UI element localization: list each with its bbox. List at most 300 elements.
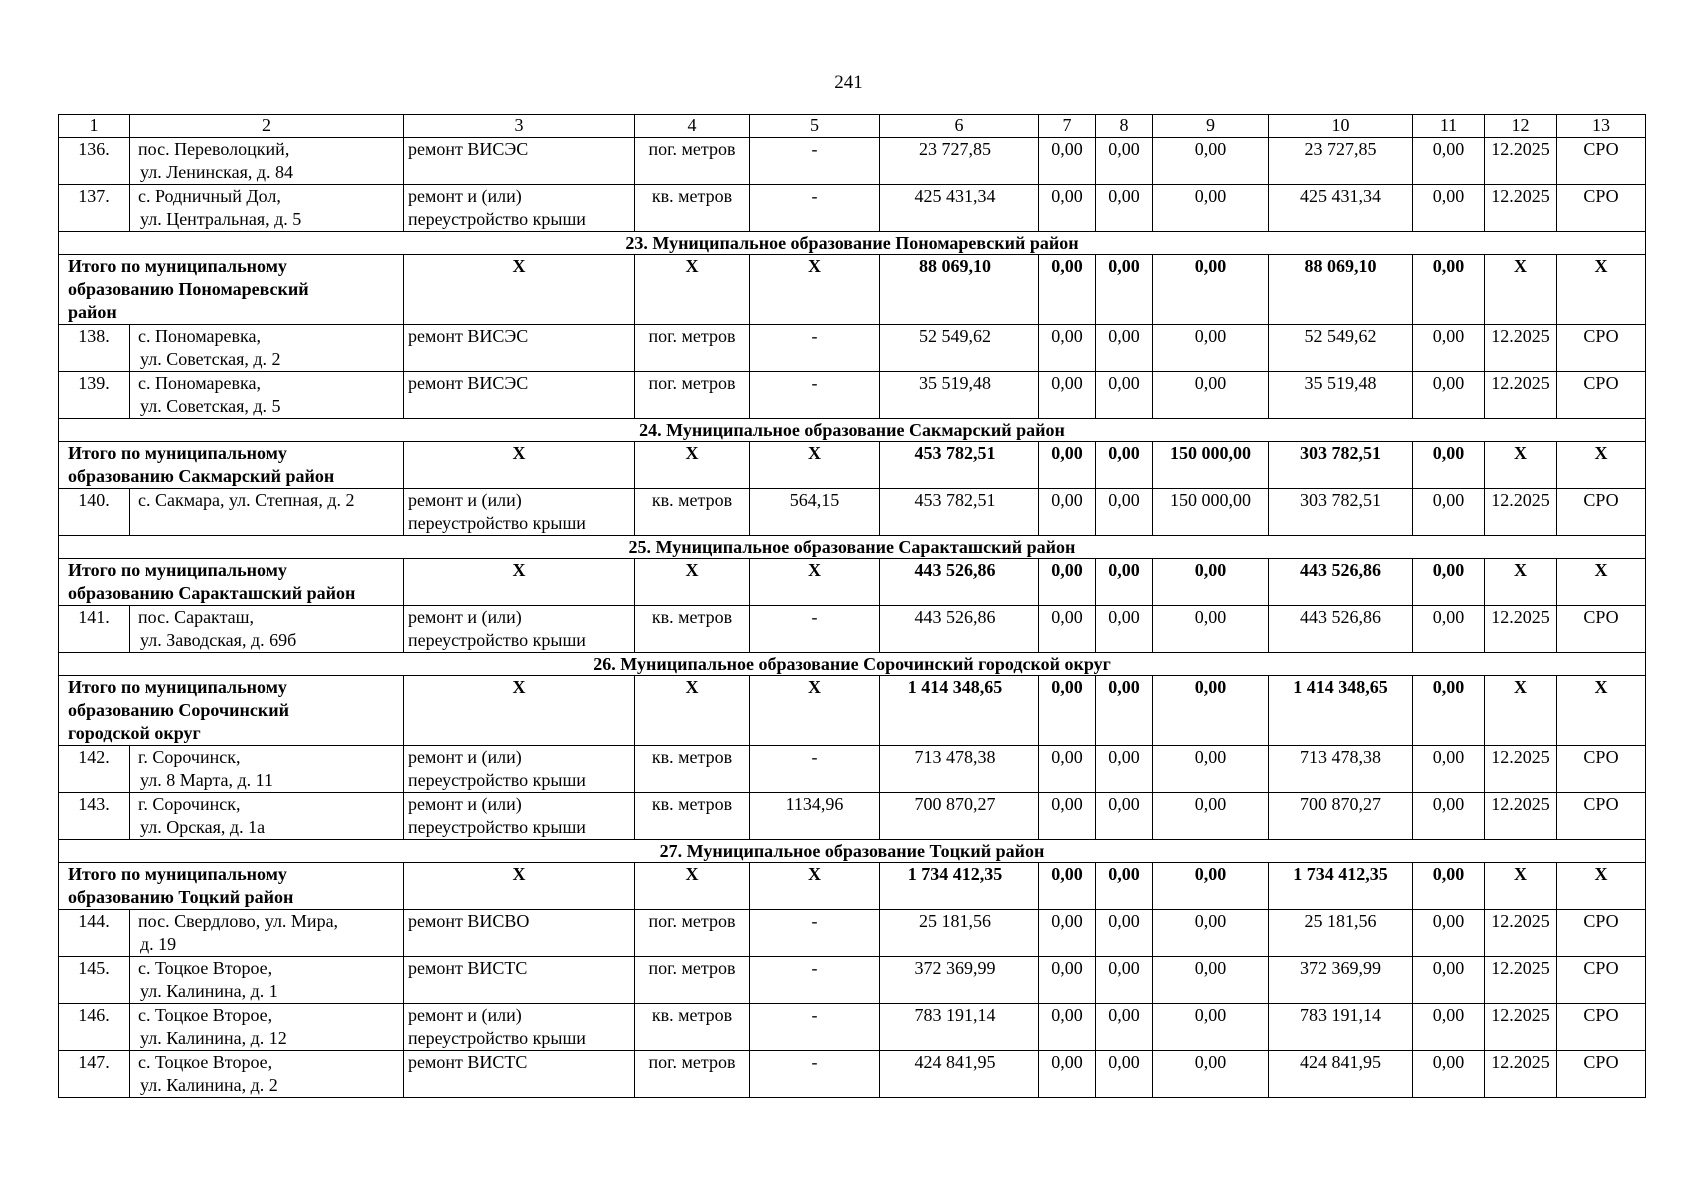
cell: 0,00: [1039, 325, 1096, 372]
total-cell: Х: [750, 676, 880, 746]
address-line: г. Сорочинск,: [138, 747, 241, 767]
total-cell: Х: [750, 255, 880, 325]
cell: 0,00: [1413, 746, 1485, 793]
method: СРО: [1557, 372, 1646, 419]
total-row: [59, 559, 1646, 606]
total-cell: Х: [635, 442, 750, 489]
cell: 0,00: [1153, 746, 1269, 793]
total-row: [59, 255, 1646, 325]
total-label-line: Итого по муниципальному: [68, 443, 287, 463]
total-cell: 0,00: [1413, 559, 1485, 606]
table-row: [59, 746, 1646, 793]
cell: 0,00: [1413, 185, 1485, 232]
work-type: [404, 372, 635, 419]
total-cell: 0,00: [1413, 255, 1485, 325]
table-row: [59, 910, 1646, 957]
unit: пог. метров: [635, 138, 750, 185]
address-line: пос. Переволоцкий,: [138, 139, 290, 159]
quantity: -: [750, 138, 880, 185]
quantity: -: [750, 325, 880, 372]
table-row: [59, 138, 1646, 185]
row-number: 136.: [59, 138, 130, 185]
cell: 0,00: [1413, 372, 1485, 419]
work-type: [404, 957, 635, 1004]
table-row: [59, 325, 1646, 372]
total-cost: 713 478,38: [880, 746, 1039, 793]
cell: 0,00: [1096, 372, 1153, 419]
total-cell: Х: [1557, 559, 1646, 606]
quantity: -: [750, 1004, 880, 1051]
deadline: 12.2025: [1485, 489, 1557, 536]
total-cell: Х: [1485, 442, 1557, 489]
cell: 0,00: [1413, 910, 1485, 957]
work-type-line: переустройство крыши: [408, 630, 586, 650]
table-row: [59, 957, 1646, 1004]
cell: 23 727,85: [1269, 138, 1413, 185]
address-line: ул. 8 Марта, д. 11: [140, 770, 274, 790]
total-cell: Х: [404, 442, 635, 489]
cell: 0,00: [1153, 910, 1269, 957]
quantity: 564,15: [750, 489, 880, 536]
total-cost: 443 526,86: [880, 606, 1039, 653]
deadline: 12.2025: [1485, 606, 1557, 653]
quantity: -: [750, 372, 880, 419]
deadline: 12.2025: [1485, 1004, 1557, 1051]
address-line: д. 19: [140, 934, 177, 954]
total-cell: Х: [750, 863, 880, 910]
cell: 425 431,34: [1269, 185, 1413, 232]
work-type-line: ремонт и (или): [408, 186, 522, 206]
cell: 0,00: [1153, 1051, 1269, 1098]
row-number: 140.: [59, 489, 130, 536]
total-cost: 425 431,34: [880, 185, 1039, 232]
total-cell: Х: [404, 255, 635, 325]
address-line: г. Сорочинск,: [138, 794, 241, 814]
total-cost: 783 191,14: [880, 1004, 1039, 1051]
total-cell: Х: [635, 255, 750, 325]
total-row: [59, 676, 1646, 746]
total-cost: 453 782,51: [880, 442, 1039, 489]
cell: 0,00: [1039, 793, 1096, 840]
row-number: 139.: [59, 372, 130, 419]
work-type: [404, 1051, 635, 1098]
total-cell: 0,00: [1096, 255, 1153, 325]
total-cell: Х: [1557, 255, 1646, 325]
total-cell: Х: [404, 676, 635, 746]
cell: 0,00: [1413, 606, 1485, 653]
total-cell: Х: [635, 863, 750, 910]
deadline: 12.2025: [1485, 372, 1557, 419]
work-type-line: переустройство крыши: [408, 770, 586, 790]
cell: 0,00: [1413, 1051, 1485, 1098]
column-header: 6: [880, 115, 1039, 138]
cell: 0,00: [1153, 372, 1269, 419]
total-row: [59, 863, 1646, 910]
row-number: 138.: [59, 325, 130, 372]
row-number: 144.: [59, 910, 130, 957]
total-cell: Х: [1485, 676, 1557, 746]
total-cell: 0,00: [1096, 559, 1153, 606]
method: СРО: [1557, 746, 1646, 793]
total-cell: 0,00: [1153, 559, 1269, 606]
unit: пог. метров: [635, 957, 750, 1004]
address-line: ул. Калинина, д. 12: [140, 1028, 287, 1048]
cell: 0,00: [1039, 372, 1096, 419]
work-type-line: ремонт и (или): [408, 490, 522, 510]
column-header: 12: [1485, 115, 1557, 138]
cell: 0,00: [1153, 325, 1269, 372]
method: СРО: [1557, 185, 1646, 232]
column-header: 10: [1269, 115, 1413, 138]
total-label: [59, 863, 404, 910]
deadline: 12.2025: [1485, 957, 1557, 1004]
work-type-line: ремонт и (или): [408, 794, 522, 814]
address: [130, 185, 404, 232]
unit: кв. метров: [635, 1004, 750, 1051]
total-cost: 1 414 348,65: [880, 676, 1039, 746]
row-number: 147.: [59, 1051, 130, 1098]
cell: 0,00: [1413, 138, 1485, 185]
cell: 0,00: [1413, 489, 1485, 536]
total-cost: 424 841,95: [880, 1051, 1039, 1098]
quantity: -: [750, 606, 880, 653]
total-cell: Х: [1557, 442, 1646, 489]
total-cell: Х: [1557, 863, 1646, 910]
work-type: [404, 1004, 635, 1051]
table-row: [59, 1004, 1646, 1051]
section-header-row: [59, 419, 1646, 442]
total-label-line: Итого по муниципальному: [68, 256, 287, 276]
work-type-line: ремонт и (или): [408, 1005, 522, 1025]
table-row: [59, 606, 1646, 653]
work-type: [404, 185, 635, 232]
total-cell: 303 782,51: [1269, 442, 1413, 489]
address: [130, 793, 404, 840]
address-line: с. Тоцкое Второе,: [138, 1005, 273, 1025]
cell: 0,00: [1039, 1004, 1096, 1051]
table-row: [59, 793, 1646, 840]
column-header: 13: [1557, 115, 1646, 138]
column-number-header: [59, 115, 1646, 138]
deadline: 12.2025: [1485, 325, 1557, 372]
unit: кв. метров: [635, 606, 750, 653]
cell: 713 478,38: [1269, 746, 1413, 793]
method: СРО: [1557, 489, 1646, 536]
total-cost: 88 069,10: [880, 255, 1039, 325]
cell: 35 519,48: [1269, 372, 1413, 419]
cell: 0,00: [1153, 185, 1269, 232]
total-cell: 1 414 348,65: [1269, 676, 1413, 746]
table-row: [59, 489, 1646, 536]
total-cost: 25 181,56: [880, 910, 1039, 957]
quantity: -: [750, 910, 880, 957]
address-line: ул. Калинина, д. 1: [140, 981, 278, 1001]
address-line: ул. Советская, д. 5: [140, 396, 281, 416]
address: [130, 606, 404, 653]
address-line: пос. Саракташ,: [138, 607, 254, 627]
column-header: 9: [1153, 115, 1269, 138]
cell: 0,00: [1096, 910, 1153, 957]
section-title: 23. Муниципальное образование Пономаревский район: [59, 232, 1646, 255]
cell: 25 181,56: [1269, 910, 1413, 957]
cell: 0,00: [1096, 793, 1153, 840]
total-label: [59, 559, 404, 606]
total-label-line: образованию Сакмарский район: [68, 466, 335, 486]
address-line: с. Тоцкое Второе,: [138, 958, 273, 978]
total-cell: 1 734 412,35: [1269, 863, 1413, 910]
cell: 0,00: [1153, 957, 1269, 1004]
quantity: -: [750, 1051, 880, 1098]
method: СРО: [1557, 606, 1646, 653]
address: [130, 746, 404, 793]
total-cell: Х: [1485, 559, 1557, 606]
total-label-line: образованию Пономаревский: [68, 279, 309, 299]
work-type-line: ремонт ВИСЭС: [408, 139, 529, 159]
quantity: -: [750, 957, 880, 1004]
total-cell: 0,00: [1096, 863, 1153, 910]
unit: кв. метров: [635, 793, 750, 840]
total-label: [59, 255, 404, 325]
row-number: 143.: [59, 793, 130, 840]
unit: пог. метров: [635, 372, 750, 419]
quantity: -: [750, 185, 880, 232]
cell: 0,00: [1413, 1004, 1485, 1051]
cell: 0,00: [1096, 1004, 1153, 1051]
total-cost: 443 526,86: [880, 559, 1039, 606]
deadline: 12.2025: [1485, 793, 1557, 840]
unit: пог. метров: [635, 910, 750, 957]
unit: кв. метров: [635, 746, 750, 793]
total-cell: 0,00: [1039, 863, 1096, 910]
work-type: [404, 138, 635, 185]
page-number: 241: [834, 72, 863, 93]
cell: 0,00: [1039, 957, 1096, 1004]
column-header: 2: [130, 115, 404, 138]
work-type-line: переустройство крыши: [408, 817, 586, 837]
total-label-line: образованию Тоцкий район: [68, 887, 294, 907]
table-row: [59, 185, 1646, 232]
unit: кв. метров: [635, 489, 750, 536]
row-number: 142.: [59, 746, 130, 793]
cell: 0,00: [1039, 910, 1096, 957]
address-line: ул. Центральная, д. 5: [140, 209, 302, 229]
cell: 0,00: [1096, 1051, 1153, 1098]
cell: 52 549,62: [1269, 325, 1413, 372]
total-cell: 0,00: [1039, 559, 1096, 606]
work-type-line: ремонт ВИСЭС: [408, 326, 529, 346]
total-cell: 0,00: [1153, 676, 1269, 746]
deadline: 12.2025: [1485, 1051, 1557, 1098]
total-cell: 0,00: [1413, 676, 1485, 746]
unit: кв. метров: [635, 185, 750, 232]
total-cell: Х: [1485, 863, 1557, 910]
address-line: с. Сакмара, ул. Степная, д. 2: [138, 490, 355, 510]
cell: 424 841,95: [1269, 1051, 1413, 1098]
total-cost: 1 734 412,35: [880, 863, 1039, 910]
work-type-line: переустройство крыши: [408, 513, 586, 533]
total-cell: 0,00: [1413, 442, 1485, 489]
total-cell: Х: [750, 442, 880, 489]
total-cell: 150 000,00: [1153, 442, 1269, 489]
total-cell: 443 526,86: [1269, 559, 1413, 606]
address-line: ул. Заводская, д. 69б: [140, 630, 297, 650]
cell: 372 369,99: [1269, 957, 1413, 1004]
unit: пог. метров: [635, 1051, 750, 1098]
cell: 0,00: [1413, 793, 1485, 840]
address: [130, 489, 404, 536]
cell: 0,00: [1096, 746, 1153, 793]
total-cost: 23 727,85: [880, 138, 1039, 185]
address-line: с. Пономаревка,: [138, 326, 261, 346]
total-cost: 52 549,62: [880, 325, 1039, 372]
work-type: [404, 489, 635, 536]
address-line: ул. Ленинская, д. 84: [140, 162, 294, 182]
deadline: 12.2025: [1485, 138, 1557, 185]
method: СРО: [1557, 910, 1646, 957]
column-header: 8: [1096, 115, 1153, 138]
column-header: 11: [1413, 115, 1485, 138]
total-label: [59, 676, 404, 746]
row-number: 145.: [59, 957, 130, 1004]
address: [130, 372, 404, 419]
cell: 0,00: [1039, 1051, 1096, 1098]
total-cell: 0,00: [1039, 255, 1096, 325]
address-line: ул. Калинина, д. 2: [140, 1075, 278, 1095]
total-cell: 0,00: [1413, 863, 1485, 910]
cell: 0,00: [1153, 1004, 1269, 1051]
cell: 0,00: [1039, 138, 1096, 185]
cell: 0,00: [1153, 793, 1269, 840]
method: СРО: [1557, 1004, 1646, 1051]
work-type-line: переустройство крыши: [408, 1028, 586, 1048]
total-cell: 0,00: [1096, 676, 1153, 746]
address: [130, 325, 404, 372]
total-cell: Х: [750, 559, 880, 606]
work-type-line: ремонт ВИСТС: [408, 958, 528, 978]
cell: 303 782,51: [1269, 489, 1413, 536]
cell: 0,00: [1039, 185, 1096, 232]
total-cell: 88 069,10: [1269, 255, 1413, 325]
deadline: 12.2025: [1485, 746, 1557, 793]
work-type-line: ремонт и (или): [408, 607, 522, 627]
work-type-line: ремонт и (или): [408, 747, 522, 767]
cell: 0,00: [1039, 746, 1096, 793]
work-type: [404, 910, 635, 957]
repair-program-table: [58, 114, 1646, 1098]
total-label-line: район: [68, 302, 117, 322]
total-cell: Х: [1485, 255, 1557, 325]
section-header-row: [59, 840, 1646, 863]
address-line: с. Родничный Дол,: [138, 186, 281, 206]
cell: 0,00: [1153, 606, 1269, 653]
total-cell: Х: [635, 676, 750, 746]
deadline: 12.2025: [1485, 910, 1557, 957]
total-row: [59, 442, 1646, 489]
column-header: 5: [750, 115, 880, 138]
address: [130, 910, 404, 957]
method: СРО: [1557, 1051, 1646, 1098]
work-type: [404, 746, 635, 793]
work-type-line: ремонт ВИСВО: [408, 911, 530, 931]
cell: 783 191,14: [1269, 1004, 1413, 1051]
total-label-line: образованию Саракташский район: [68, 583, 356, 603]
total-cell: 0,00: [1039, 442, 1096, 489]
section-title: 27. Муниципальное образование Тоцкий район: [59, 840, 1646, 863]
address: [130, 1004, 404, 1051]
total-cell: 0,00: [1096, 442, 1153, 489]
method: СРО: [1557, 957, 1646, 1004]
address-line: пос. Свердлово, ул. Мира,: [138, 911, 339, 931]
row-number: 141.: [59, 606, 130, 653]
total-cost: 372 369,99: [880, 957, 1039, 1004]
work-type-line: переустройство крыши: [408, 209, 586, 229]
deadline: 12.2025: [1485, 185, 1557, 232]
address-line: с. Тоцкое Второе,: [138, 1052, 273, 1072]
total-label-line: городской округ: [68, 723, 201, 743]
cell: 0,00: [1096, 489, 1153, 536]
cell: 0,00: [1153, 138, 1269, 185]
cell: 0,00: [1096, 138, 1153, 185]
total-label-line: образованию Сорочинский: [68, 700, 289, 720]
cell: 700 870,27: [1269, 793, 1413, 840]
total-cell: Х: [635, 559, 750, 606]
work-type: [404, 606, 635, 653]
work-type-line: ремонт ВИСЭС: [408, 373, 529, 393]
total-cost: 700 870,27: [880, 793, 1039, 840]
table-row: [59, 372, 1646, 419]
work-type: [404, 325, 635, 372]
total-label-line: Итого по муниципальному: [68, 677, 287, 697]
total-label-line: Итого по муниципальному: [68, 864, 287, 884]
section-title: 26. Муниципальное образование Сорочинский городской округ: [59, 653, 1646, 676]
cell: 150 000,00: [1153, 489, 1269, 536]
address-line: с. Пономаревка,: [138, 373, 261, 393]
work-type-line: ремонт ВИСТС: [408, 1052, 528, 1072]
work-type: [404, 793, 635, 840]
total-cell: Х: [404, 863, 635, 910]
total-label-line: Итого по муниципальному: [68, 560, 287, 580]
column-header: 3: [404, 115, 635, 138]
cell: 0,00: [1039, 489, 1096, 536]
total-cost: 35 519,48: [880, 372, 1039, 419]
method: СРО: [1557, 325, 1646, 372]
cell: 0,00: [1096, 185, 1153, 232]
total-label: [59, 442, 404, 489]
section-header-row: [59, 653, 1646, 676]
section-title: 25. Муниципальное образование Саракташский район: [59, 536, 1646, 559]
cell: 0,00: [1413, 957, 1485, 1004]
quantity: 1134,96: [750, 793, 880, 840]
total-cell: 0,00: [1039, 676, 1096, 746]
address-line: ул. Орская, д. 1а: [140, 817, 266, 837]
total-cell: 0,00: [1153, 863, 1269, 910]
address: [130, 1051, 404, 1098]
unit: пог. метров: [635, 325, 750, 372]
cell: 0,00: [1096, 606, 1153, 653]
total-cell: Х: [1557, 676, 1646, 746]
cell: 0,00: [1096, 957, 1153, 1004]
section-header-row: [59, 536, 1646, 559]
address: [130, 957, 404, 1004]
table-row: [59, 1051, 1646, 1098]
cell: 0,00: [1039, 606, 1096, 653]
address: [130, 138, 404, 185]
cell: 443 526,86: [1269, 606, 1413, 653]
total-cell: 0,00: [1153, 255, 1269, 325]
column-header: 1: [59, 115, 130, 138]
column-header: 7: [1039, 115, 1096, 138]
total-cell: Х: [404, 559, 635, 606]
